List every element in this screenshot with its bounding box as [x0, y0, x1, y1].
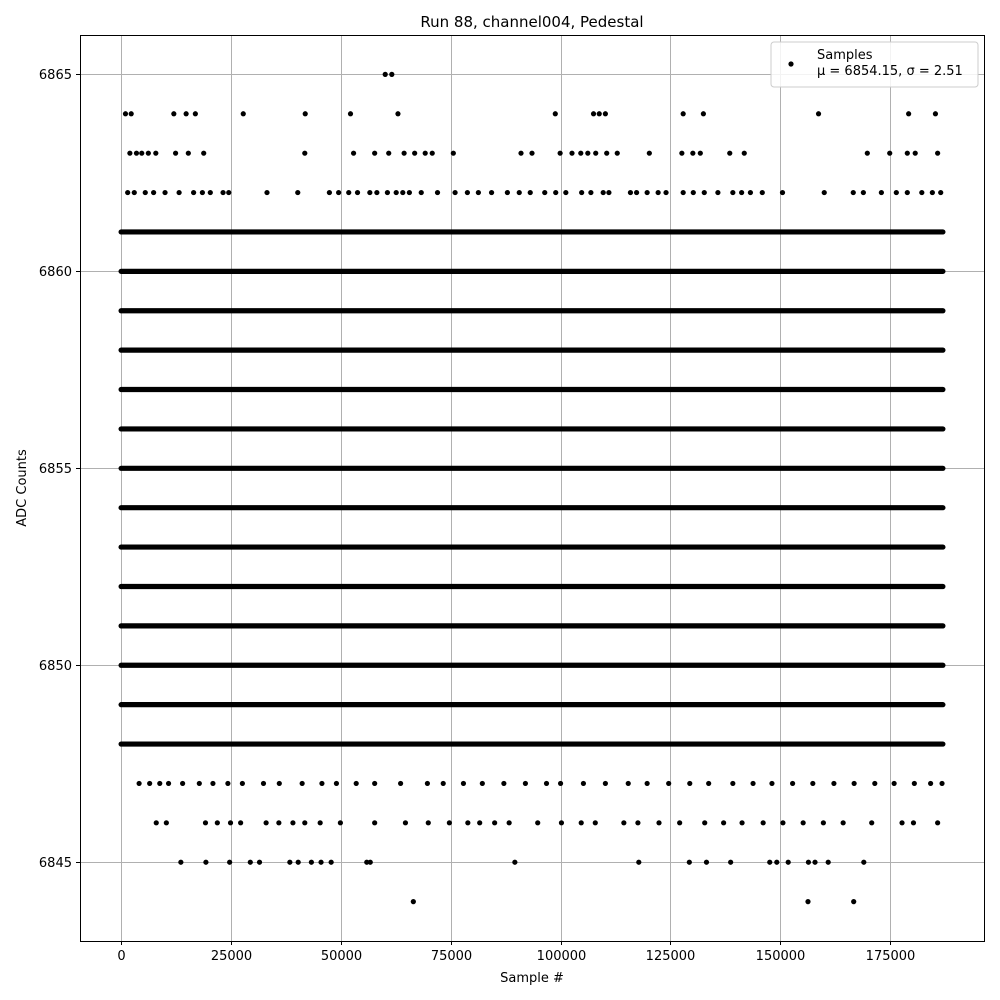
sample-point	[276, 820, 281, 825]
sample-point	[257, 860, 262, 865]
sample-point	[171, 111, 176, 116]
sample-point	[558, 151, 563, 156]
sample-point	[894, 190, 899, 195]
sample-point	[739, 190, 744, 195]
x-axis-label: Sample #	[500, 971, 564, 986]
sample-point	[730, 781, 735, 786]
legend-series-label: Samples	[817, 48, 873, 63]
sample-point	[810, 781, 815, 786]
sample-point	[261, 781, 266, 786]
sample-point	[425, 781, 430, 786]
sample-point	[402, 151, 407, 156]
x-tick-label: 150000	[755, 949, 806, 964]
sample-point	[701, 111, 706, 116]
sample-point	[505, 190, 510, 195]
sample-point	[879, 190, 884, 195]
sample-point	[585, 151, 590, 156]
sample-point	[559, 820, 564, 825]
sample-point	[774, 860, 779, 865]
sample-point	[355, 190, 360, 195]
sample-point	[558, 781, 563, 786]
sample-point	[615, 151, 620, 156]
sample-point	[153, 151, 158, 156]
sample-point	[338, 820, 343, 825]
sample-point	[157, 781, 162, 786]
sample-point	[831, 781, 836, 786]
sample-point	[604, 151, 609, 156]
sample-point	[461, 781, 466, 786]
sample-point	[512, 860, 517, 865]
data-points	[121, 72, 945, 904]
sample-point	[385, 190, 390, 195]
grid-lines	[80, 35, 984, 941]
sample-point	[769, 781, 774, 786]
sample-point	[621, 820, 626, 825]
sample-point	[441, 781, 446, 786]
sample-point	[742, 151, 747, 156]
sample-point	[767, 860, 772, 865]
sample-point	[821, 820, 826, 825]
y-tick-label: 6855	[38, 462, 72, 477]
sample-point	[563, 190, 568, 195]
sample-point	[727, 151, 732, 156]
sample-point	[750, 781, 755, 786]
sample-point	[663, 190, 668, 195]
sample-point	[208, 190, 213, 195]
y-tick-label: 6860	[38, 265, 72, 280]
sample-point	[419, 190, 424, 195]
sample-point	[403, 820, 408, 825]
sample-point	[132, 190, 137, 195]
sample-point	[426, 820, 431, 825]
sample-point	[318, 820, 323, 825]
sample-point	[578, 151, 583, 156]
sample-point	[465, 190, 470, 195]
sample-point	[411, 899, 416, 904]
x-tick-label: 100000	[536, 949, 587, 964]
sample-point	[125, 190, 130, 195]
sample-point	[905, 190, 910, 195]
sample-point	[681, 111, 686, 116]
sample-point	[197, 781, 202, 786]
sample-point	[238, 820, 243, 825]
sample-point	[203, 860, 208, 865]
sample-point	[523, 781, 528, 786]
sample-point	[226, 190, 231, 195]
sample-point	[913, 151, 918, 156]
sample-point	[801, 820, 806, 825]
sample-point	[812, 860, 817, 865]
sample-point	[935, 820, 940, 825]
sample-point	[452, 190, 457, 195]
sample-point	[477, 820, 482, 825]
sample-point	[635, 820, 640, 825]
sample-point	[588, 190, 593, 195]
sample-point	[264, 820, 269, 825]
sample-point	[702, 190, 707, 195]
sample-point	[309, 860, 314, 865]
sample-point	[739, 820, 744, 825]
sample-point	[591, 111, 596, 116]
sample-point	[351, 151, 356, 156]
sample-point	[430, 151, 435, 156]
sample-point	[933, 111, 938, 116]
sample-point	[319, 781, 324, 786]
sample-point	[334, 781, 339, 786]
sample-point	[386, 151, 391, 156]
sample-point	[872, 781, 877, 786]
sample-point	[528, 190, 533, 195]
sample-point	[861, 860, 866, 865]
sample-point	[656, 190, 661, 195]
sample-point	[162, 190, 167, 195]
sample-point	[634, 190, 639, 195]
sample-point	[302, 151, 307, 156]
sample-point	[806, 860, 811, 865]
sample-point	[912, 781, 917, 786]
sample-point	[147, 781, 152, 786]
sample-point	[329, 860, 334, 865]
sample-point	[892, 781, 897, 786]
sample-point	[601, 190, 606, 195]
sample-point	[535, 820, 540, 825]
sample-point	[210, 781, 215, 786]
sample-point	[348, 111, 353, 116]
sample-point	[227, 860, 232, 865]
sample-point	[656, 820, 661, 825]
x-tick-label: 25000	[210, 949, 253, 964]
sample-point	[681, 190, 686, 195]
x-tick-label: 125000	[645, 949, 696, 964]
x-tick-label: 75000	[430, 949, 473, 964]
sample-point	[790, 781, 795, 786]
sample-point	[822, 190, 827, 195]
y-tick-label: 6845	[38, 856, 72, 871]
sample-point	[626, 781, 631, 786]
sample-point	[851, 190, 856, 195]
sample-point	[553, 190, 558, 195]
y-tick-label: 6850	[38, 659, 72, 674]
sample-point	[264, 190, 269, 195]
sample-point	[146, 151, 151, 156]
sample-point	[887, 151, 892, 156]
sample-point	[938, 190, 943, 195]
x-tick-label: 0	[117, 949, 126, 964]
sample-point	[911, 820, 916, 825]
sample-point	[905, 151, 910, 156]
sample-point	[919, 190, 924, 195]
sample-point	[203, 820, 208, 825]
sample-point	[318, 860, 323, 865]
sample-point	[645, 781, 650, 786]
sample-point	[906, 111, 911, 116]
sample-point	[220, 190, 225, 195]
sample-point	[687, 781, 692, 786]
sample-point	[372, 820, 377, 825]
sample-point	[374, 190, 379, 195]
sample-point	[687, 860, 692, 865]
sample-point	[748, 190, 753, 195]
sample-point	[412, 151, 417, 156]
sample-point	[628, 190, 633, 195]
sample-point	[303, 111, 308, 116]
sample-point	[248, 860, 253, 865]
sample-point	[698, 151, 703, 156]
sample-point	[154, 820, 159, 825]
sample-point	[290, 820, 295, 825]
sample-point	[647, 151, 652, 156]
sample-point	[761, 820, 766, 825]
sample-point	[606, 190, 611, 195]
sample-point	[492, 820, 497, 825]
sample-point	[542, 190, 547, 195]
sample-point	[423, 151, 428, 156]
sample-point	[507, 820, 512, 825]
legend	[771, 42, 978, 87]
sample-point	[327, 190, 332, 195]
sample-point	[447, 820, 452, 825]
sample-point	[177, 190, 182, 195]
sample-point	[553, 111, 558, 116]
sample-point	[489, 190, 494, 195]
y-axis-ticks	[39, 68, 80, 871]
sample-point	[368, 860, 373, 865]
sample-point	[666, 781, 671, 786]
y-axis-label: ADC Counts	[15, 449, 30, 527]
sample-point	[518, 151, 523, 156]
sample-point	[721, 820, 726, 825]
sample-point	[816, 111, 821, 116]
sample-point	[501, 781, 506, 786]
sample-point	[939, 781, 944, 786]
sample-point	[841, 820, 846, 825]
sample-point	[372, 151, 377, 156]
sample-point	[186, 151, 191, 156]
sample-point	[367, 190, 372, 195]
sample-point	[241, 111, 246, 116]
sample-point	[852, 781, 857, 786]
sample-point	[395, 111, 400, 116]
sample-point	[228, 820, 233, 825]
legend-marker	[788, 61, 793, 66]
y-tick-label: 6865	[38, 68, 72, 83]
sample-point	[389, 72, 394, 77]
sample-point	[336, 190, 341, 195]
sample-point	[636, 860, 641, 865]
sample-point	[760, 190, 765, 195]
sample-point	[935, 151, 940, 156]
x-tick-label: 50000	[320, 949, 363, 964]
sample-point	[201, 151, 206, 156]
legend-stats-label: μ = 6854.15, σ = 2.51	[817, 64, 963, 79]
sample-point	[480, 781, 485, 786]
sample-point	[137, 781, 142, 786]
sample-point	[134, 151, 139, 156]
sample-point	[451, 151, 456, 156]
sample-point	[869, 820, 874, 825]
sample-point	[677, 820, 682, 825]
sample-point	[517, 190, 522, 195]
x-axis-ticks	[117, 941, 915, 964]
sample-point	[295, 190, 300, 195]
sample-point	[805, 899, 810, 904]
sample-point	[730, 190, 735, 195]
sample-point	[143, 190, 148, 195]
sample-point	[899, 820, 904, 825]
axes-frame	[81, 36, 985, 942]
sample-point	[569, 151, 574, 156]
sample-point	[645, 190, 650, 195]
sample-point	[476, 190, 481, 195]
sample-point	[702, 820, 707, 825]
sample-point	[465, 820, 470, 825]
sample-point	[786, 860, 791, 865]
sample-point	[715, 190, 720, 195]
x-tick-label: 175000	[865, 949, 916, 964]
sample-point	[346, 190, 351, 195]
sample-point	[597, 111, 602, 116]
sample-point	[129, 111, 134, 116]
sample-point	[579, 190, 584, 195]
sample-point	[593, 151, 598, 156]
sample-point	[164, 820, 169, 825]
sample-point	[193, 111, 198, 116]
sample-point	[127, 151, 132, 156]
sample-point	[435, 190, 440, 195]
sample-point	[579, 820, 584, 825]
sample-point	[184, 111, 189, 116]
sample-point	[240, 781, 245, 786]
sample-point	[691, 190, 696, 195]
sample-point	[780, 190, 785, 195]
sample-point	[581, 781, 586, 786]
sample-point	[407, 190, 412, 195]
sample-point	[300, 781, 305, 786]
sample-point	[826, 860, 831, 865]
sample-point	[851, 899, 856, 904]
sample-point	[354, 781, 359, 786]
sample-point	[191, 190, 196, 195]
sample-point	[679, 151, 684, 156]
sample-point	[302, 820, 307, 825]
sample-point	[166, 781, 171, 786]
sample-point	[928, 781, 933, 786]
sample-point	[139, 151, 144, 156]
sample-point	[296, 860, 301, 865]
sample-point	[400, 190, 405, 195]
sample-point	[529, 151, 534, 156]
sample-point	[544, 781, 549, 786]
sample-point	[603, 111, 608, 116]
sample-point	[200, 190, 205, 195]
sample-point	[603, 781, 608, 786]
sample-point	[394, 190, 399, 195]
sample-point	[861, 190, 866, 195]
sample-point	[930, 190, 935, 195]
sample-point	[706, 781, 711, 786]
sample-point	[151, 190, 156, 195]
sample-point	[225, 781, 230, 786]
sample-point	[690, 151, 695, 156]
sample-point	[287, 860, 292, 865]
sample-point	[372, 781, 377, 786]
sample-point	[593, 820, 598, 825]
sample-point	[728, 860, 733, 865]
sample-point	[173, 151, 178, 156]
sample-point	[277, 781, 282, 786]
sample-point	[180, 781, 185, 786]
sample-point	[215, 820, 220, 825]
sample-point	[398, 781, 403, 786]
sample-point	[178, 860, 183, 865]
sample-point	[704, 860, 709, 865]
chart-title: Run 88, channel004, Pedestal	[420, 13, 644, 31]
sample-point	[383, 72, 388, 77]
sample-point	[123, 111, 128, 116]
sample-point	[865, 151, 870, 156]
sample-point	[780, 820, 785, 825]
